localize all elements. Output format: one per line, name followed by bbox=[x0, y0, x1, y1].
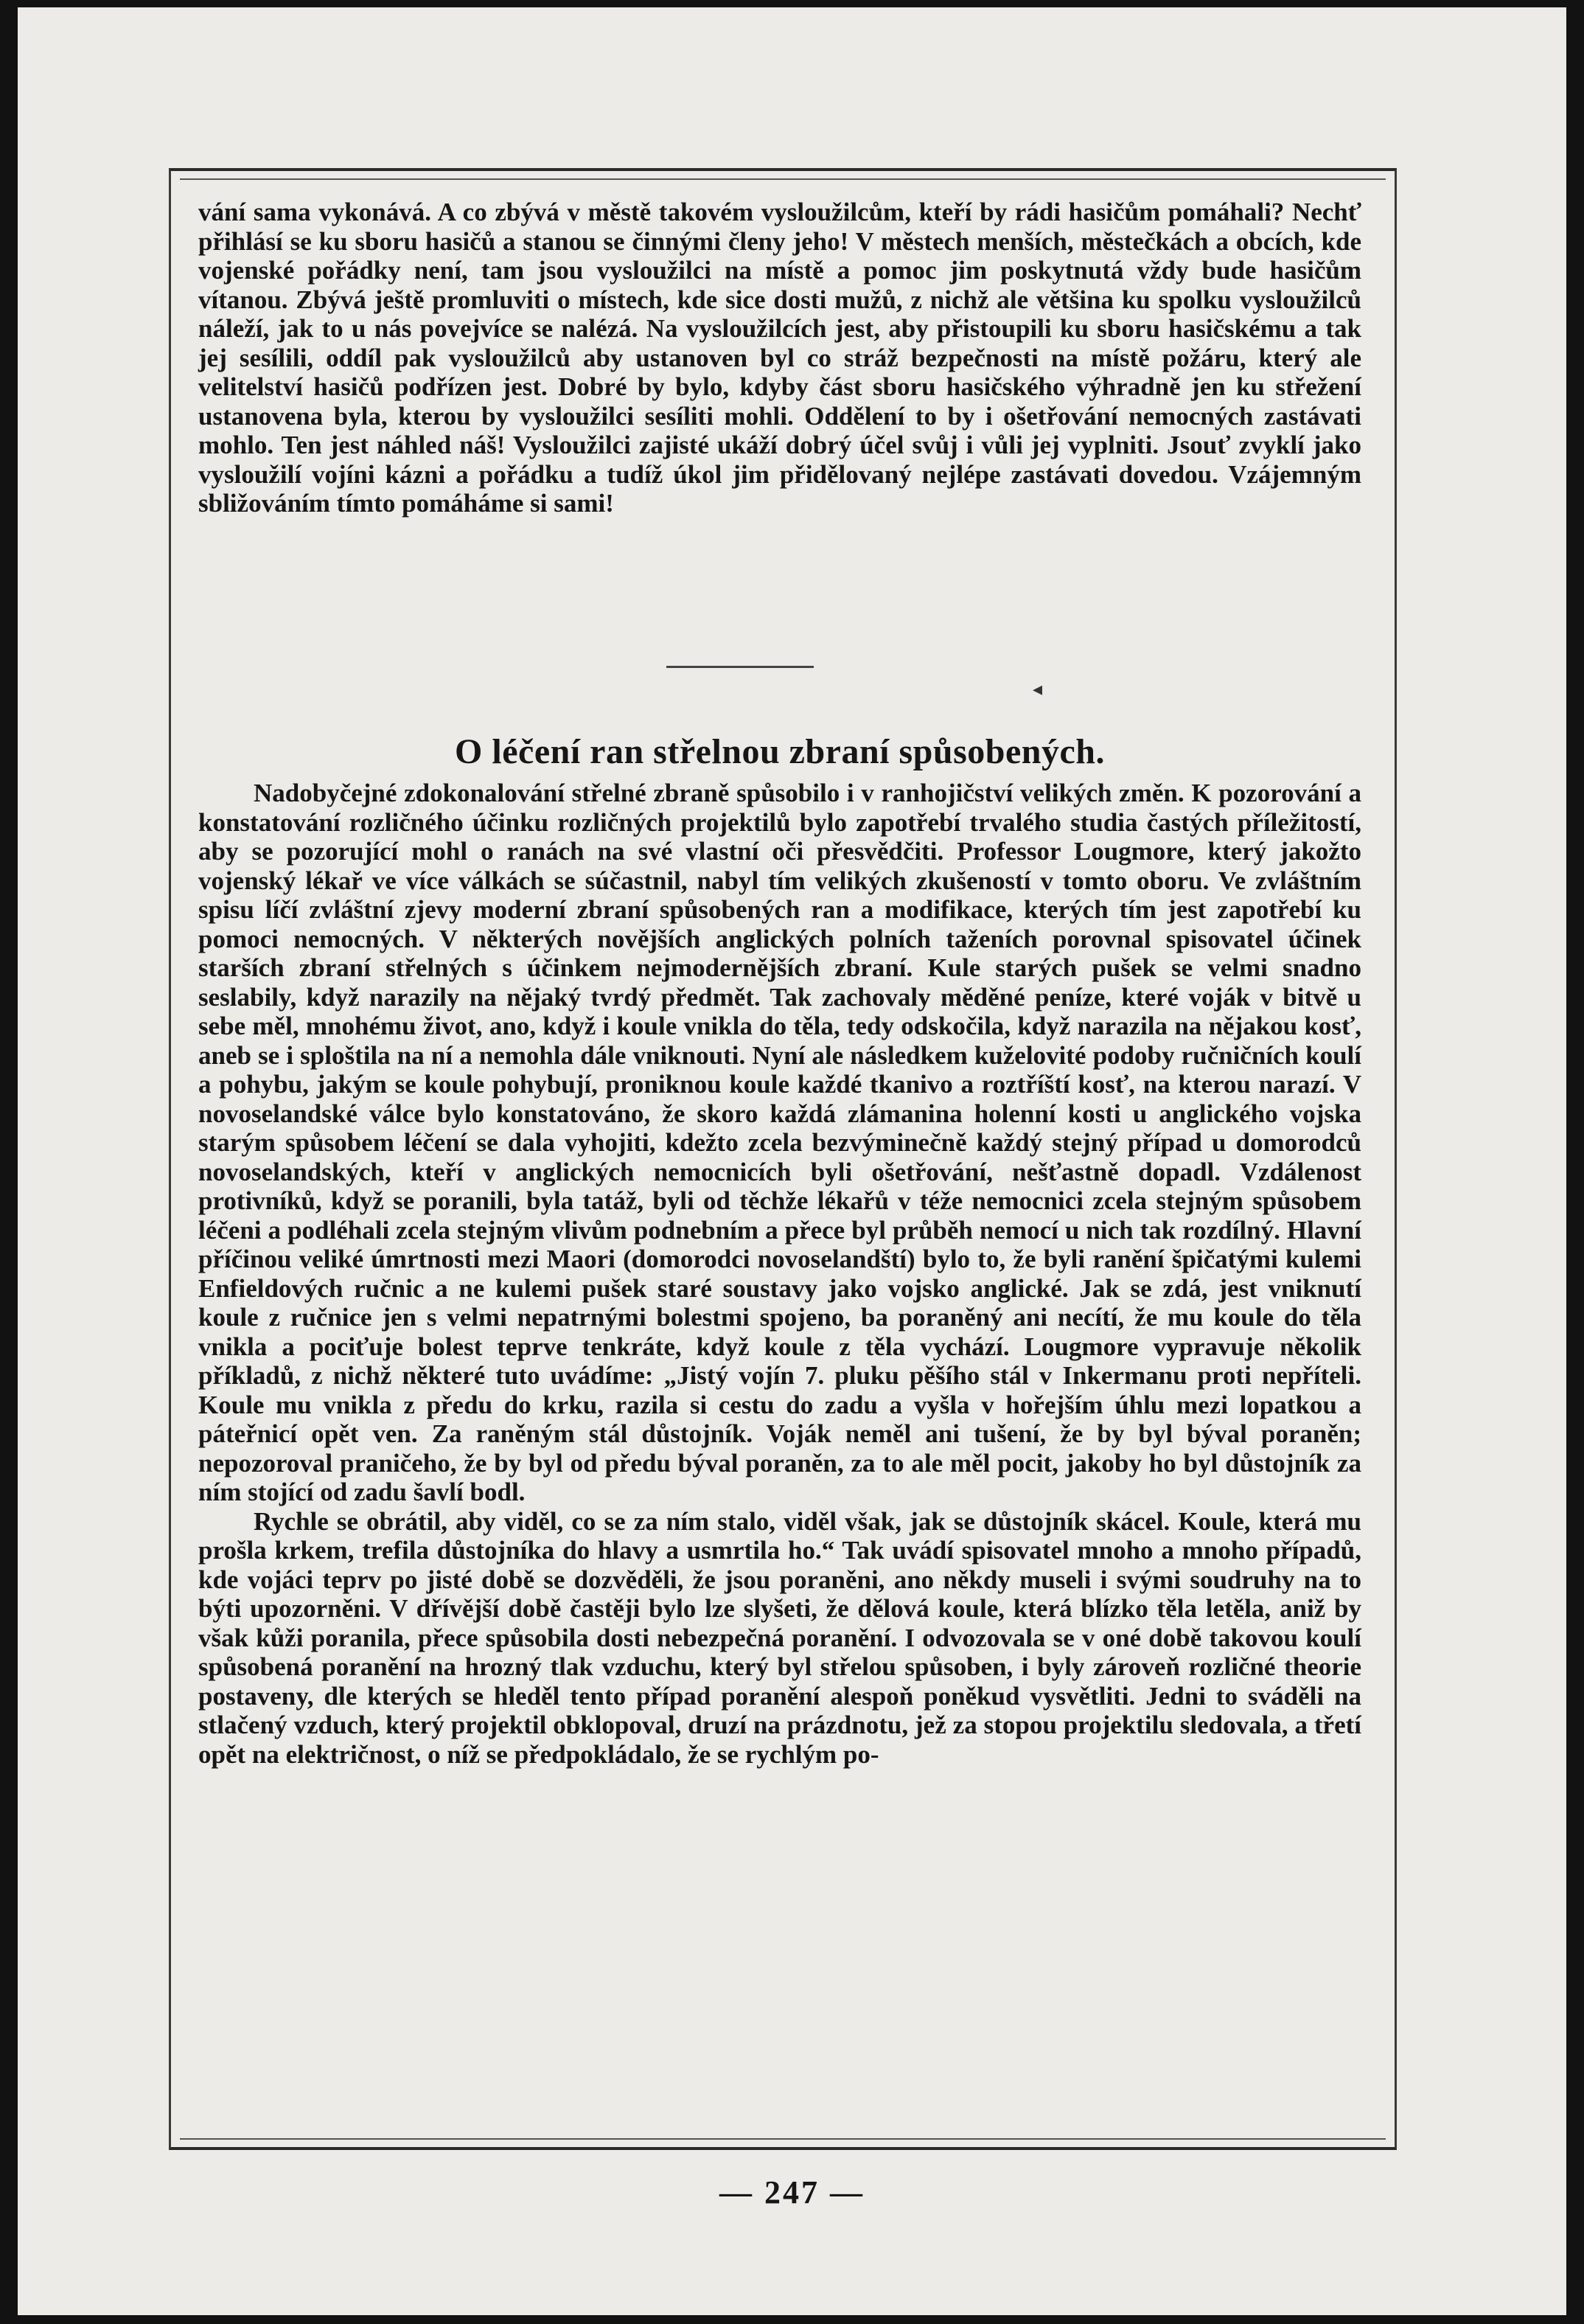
article-title: O léčení ran střelnou zbraní spůsobených. bbox=[455, 732, 1105, 771]
article-paragraph: Rychle se obrátil, aby viděl, co se za ním stalo, viděl však, jak se důstojník skácel. Koule, která mu prošla krkem, trefila důstojníka do hlavy a usmrtila ho.“ Tak uvádí spisovatel mnoho a mnoho případů, kde vojáci teprv po jisté době se dozvěděli, že jsou poraněni, ano někdy museli i svými soudruhy na to býti upozorněni. V dřívější době častěji bylo lze slyšeti, že dělová koule, která blízko těla letěla, aniž by však kůži poranila, přece spůsobila dosti nebezpečná poranění. I odvozovala se v oné době takovou koulí spůsobená poranění na hrozný tlak vzduchu, který byl střelou spůsoben, i byly zároveň rozličné theorie postaveny, dle kterých se hleděl tento případ poranění alespoň poněkud vysvětliti. Jedni to sváděli na stlačený vzduch, který projektil obklopoval, druzí na prázdnotu, jež za stopou projektilu sledovala, a třetí opět na električnost, o níž se předpokládalo, že se rychlým po- bbox=[198, 1506, 1361, 1769]
decorative-mark: ◂ bbox=[1033, 678, 1043, 700]
article-body bbox=[198, 779, 1361, 1769]
continued-paragraph: vání sama vykonává. A co zbývá v městě takovém vysloužilcům, kteří by rádi hasičům pomáhali? Nechť přihlásí se ku sboru hasičů a stanou se činnými členy jeho! V městech menších, městečkách a obcích, kde vojenské pořádky není, tam jsou vysloužilci na místě a pomoc jim poskytnutá vždy bude hasičům vítanou. Zbývá ještě promluviti o místech, kde sice dosti mužů, z nichž ale většina ku spolku vysloužilců náleží, jak to u nás povejvíce se nalézá. Na vysloužilcích jest, aby přistoupili ku sboru hasičskému a tak jej sesílili, oddíl pak vysloužilců aby ustanoven byl co stráž bezpečnosti na místě požáru, který ale velitelství hasičů podřízen jest. Dobré by bylo, kdyby část sboru hasičského výhradně jen ku střežení ustanovena byla, kterou by vysloužilci sesíliti mohli. Oddělení to by i ošetřování nemocných zastávati mohlo. Ten jest náhled náš! Vysloužilci zajisté ukáží dobrý účel svůj i vůli jej vyplniti. Jsouť zvyklí jako vysloužilí vojíni kázni a pořádku a tudíž úkol jim přidělovaný nejlépe zastávati dovedou. Vzájemným sbližováním tímto pomáháme si sami! bbox=[198, 198, 1361, 518]
section-separator bbox=[666, 666, 814, 668]
continued-paragraph-block bbox=[198, 198, 1361, 518]
article-paragraph: Nadobyčejné zdokonalování střelné zbraně spůsobilo i v ranhojičství velikých změn. K pozorování a konstatování rozličného účinku rozličných projektilů bylo zapotřebí trvalého studia častých příležitostí, aby se pozorující mohl o ranách na své vlastní oči přesvědčiti. Professor Lougmore, který jakožto vojenský lékař ve více válkách se súčastnil, nabyl tím velikých zkušeností v tomto oboru. Ve zvláštním spisu líčí zvláštní zjevy moderní zbraní spůsobených ran a modifikace, kterých tím jest zapotřebí ku pomoci nemocných. V některých novějších anglických polních taženích porovnal spisovatel účinek starších zbraní střelných s účinkem nejmodernějších zbraní. Kule starých pušek se velmi snadno seslabily, když narazily na nějaký tvrdý předmět. Tak zachovaly měděné peníze, které voják v bitvě u sebe měl, mnohému život, ano, když i koule vnikla do těla, tedy odskočila, když narazila na nějakou kosť, aneb se i sploštila na ní a nemohla dále vniknouti. Nyní ale následkem kuželovité podoby ručničních koulí a pohybu, jakým se koule pohybují, proniknou koule každé tkanivo a roztříští kosť, na kterou narazí. V novoselandské válce bylo konstatováno, že skoro každá zlámanina holenní kosti u anglického vojska starým spůsobem léčení se dala vyhojiti, kdežto zcela bezvýminečně každý stejný případ u domorodců novoselandských, kteří v anglických nemocnicích byli ošetřování, nešťastně dopadl. Vzdálenost protivníků, když se poranili, byla tatáž, byli od těchže lékařů v téže nemocnici zcela stejným spůsobem léčeni a podléhali zcela stejným vlivům podnebním a přece byl průběh nemocí u nich tak rozdílný. Hlavní příčinou veliké úmrtnosti mezi Maori (domorodci novoselandští) bylo to, že byli ranění špičatými kulemi Enfieldových ručnic a ne kulemi pušek staré soustavy jako vojsko anglické. Jak se zdá, jest vniknutí koule z ručnice jen s velmi nepatrnými bolestmi spojeno, ba poraněný ani necítí, že mu koule do těla vnikla a pociťuje bolest teprve tenkráte, když koule z těla vychází. Lougmore vypravuje několik příkladů, z nichž některé tuto uvádíme: „Jistý vojín 7. pluku pěšího stál v Inkermanu proti nepříteli. Koule mu vnikla z předu do krku, razila si cestu do zadu a vyšla v hořejším úhlu mezi lopatkou a páteřnicí opět ven. Za raněným stál důstojník. Voják neměl ani tušení, že by byl býval poraněn; nepozoroval praničeho, že by byl od předu býval poraněn, za to ale měl pocit, jakoby ho byl důstojník za ním stojící od zadu šavlí bodl. bbox=[198, 779, 1361, 1506]
page bbox=[18, 7, 1566, 2315]
page-number: — 247 — bbox=[719, 2174, 865, 2210]
